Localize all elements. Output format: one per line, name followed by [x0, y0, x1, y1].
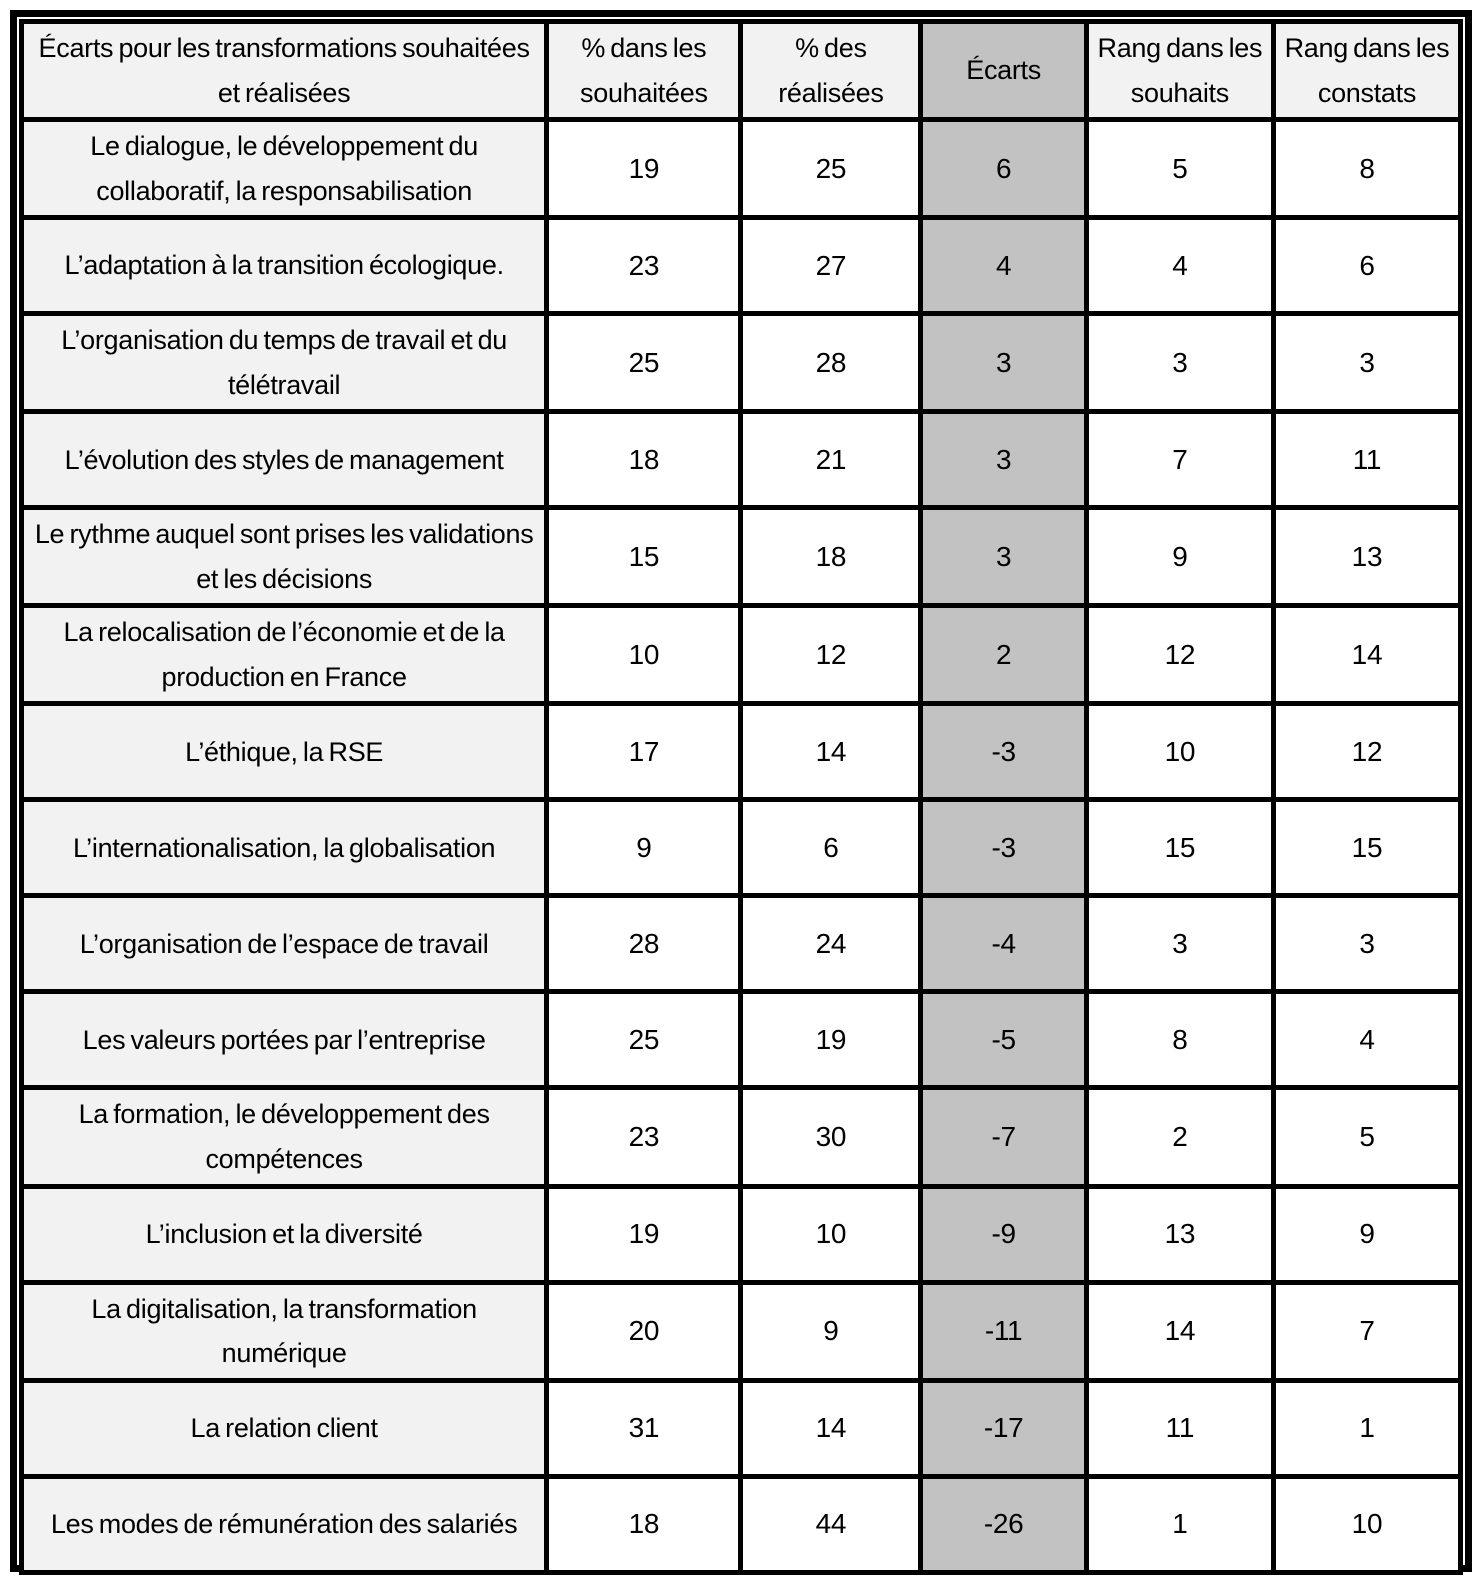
cell-value: -26: [921, 1476, 1086, 1572]
cell-value: 25: [741, 120, 921, 218]
cell-value: 7: [1273, 1282, 1460, 1380]
cell-value: 3: [1273, 314, 1460, 412]
row-label: L’évolution des styles de management: [22, 412, 547, 508]
row-label: Le dialogue, le développement du collaboratif, la responsabilisation: [22, 120, 547, 218]
row-label: L’organisation de l’espace de travail: [22, 896, 547, 992]
table-row: [22, 508, 1461, 606]
cell-value: 10: [1086, 704, 1273, 800]
cell-value: 25: [547, 314, 741, 412]
cell-value: 12: [741, 606, 921, 704]
table-row: [22, 1380, 1461, 1476]
table-row: [22, 412, 1461, 508]
transformations-table: [19, 19, 1463, 1575]
cell-value: -7: [921, 1088, 1086, 1186]
cell-value: 3: [1086, 896, 1273, 992]
cell-value: 8: [1086, 992, 1273, 1088]
cell-value: 19: [741, 992, 921, 1088]
cell-value: 27: [741, 218, 921, 314]
cell-value: -5: [921, 992, 1086, 1088]
cell-value: -17: [921, 1380, 1086, 1476]
row-label: L’inclusion et la diversité: [22, 1186, 547, 1282]
cell-value: 13: [1086, 1186, 1273, 1282]
row-label: La digitalisation, la transformation numérique: [22, 1282, 547, 1380]
table-row: [22, 800, 1461, 896]
cell-value: 10: [741, 1186, 921, 1282]
cell-value: 6: [1273, 218, 1460, 314]
table-row: [22, 704, 1461, 800]
cell-value: 28: [741, 314, 921, 412]
cell-value: 31: [547, 1380, 741, 1476]
cell-value: 15: [1086, 800, 1273, 896]
col-header-rang-constats: Rang dans les constats: [1273, 22, 1460, 120]
cell-value: 2: [1086, 1088, 1273, 1186]
cell-value: 15: [547, 508, 741, 606]
cell-value: 44: [741, 1476, 921, 1572]
col-header-pct-realisees: % des réalisées: [741, 22, 921, 120]
table-row: [22, 218, 1461, 314]
cell-value: 9: [1273, 1186, 1460, 1282]
cell-value: 1: [1086, 1476, 1273, 1572]
cell-value: 17: [547, 704, 741, 800]
row-label: La relocalisation de l’économie et de la production en France: [22, 606, 547, 704]
cell-value: 3: [921, 314, 1086, 412]
cell-value: 8: [1273, 120, 1460, 218]
row-label: Les modes de rémunération des salariés: [22, 1476, 547, 1572]
transformations-table-frame: [10, 10, 1472, 1572]
row-label: Les valeurs portées par l’entreprise: [22, 992, 547, 1088]
col-header-ecarts: Écarts: [921, 22, 1086, 120]
cell-value: 10: [1273, 1476, 1460, 1572]
cell-value: 5: [1273, 1088, 1460, 1186]
table-row: [22, 1476, 1461, 1572]
cell-value: 3: [1273, 896, 1460, 992]
table-body: [22, 120, 1461, 1573]
cell-value: 1: [1273, 1380, 1460, 1476]
row-label: L’adaptation à la transition écologique.: [22, 218, 547, 314]
cell-value: 5: [1086, 120, 1273, 218]
col-header-pct-souhaitees: % dans les souhaitées: [547, 22, 741, 120]
cell-value: 11: [1273, 412, 1460, 508]
cell-value: 11: [1086, 1380, 1273, 1476]
row-label: La formation, le développement des compétences: [22, 1088, 547, 1186]
row-label: L’éthique, la RSE: [22, 704, 547, 800]
cell-value: 9: [741, 1282, 921, 1380]
cell-value: 3: [921, 412, 1086, 508]
cell-value: 25: [547, 992, 741, 1088]
cell-value: 14: [1086, 1282, 1273, 1380]
table-row: [22, 992, 1461, 1088]
table-row: [22, 120, 1461, 218]
cell-value: 6: [741, 800, 921, 896]
cell-value: 2: [921, 606, 1086, 704]
cell-value: 4: [1273, 992, 1460, 1088]
cell-value: 4: [921, 218, 1086, 314]
cell-value: 14: [741, 704, 921, 800]
cell-value: 12: [1086, 606, 1273, 704]
cell-value: -3: [921, 704, 1086, 800]
table-row: [22, 1186, 1461, 1282]
col-header-transformations: Écarts pour les transformations souhaitées et réalisées: [22, 22, 547, 120]
row-label: La relation client: [22, 1380, 547, 1476]
col-header-rang-souhaits: Rang dans les souhaits: [1086, 22, 1273, 120]
cell-value: 18: [547, 412, 741, 508]
cell-value: 23: [547, 1088, 741, 1186]
cell-value: 19: [547, 1186, 741, 1282]
row-label: Le rythme auquel sont prises les validations et les décisions: [22, 508, 547, 606]
cell-value: -9: [921, 1186, 1086, 1282]
cell-value: 18: [547, 1476, 741, 1572]
cell-value: 9: [547, 800, 741, 896]
cell-value: -4: [921, 896, 1086, 992]
cell-value: 12: [1273, 704, 1460, 800]
cell-value: 28: [547, 896, 741, 992]
cell-value: 10: [547, 606, 741, 704]
header-row: [22, 22, 1461, 120]
cell-value: 24: [741, 896, 921, 992]
table-row: [22, 606, 1461, 704]
cell-value: -3: [921, 800, 1086, 896]
cell-value: 3: [921, 508, 1086, 606]
cell-value: 15: [1273, 800, 1460, 896]
row-label: L’internationalisation, la globalisation: [22, 800, 547, 896]
table-row: [22, 896, 1461, 992]
cell-value: 4: [1086, 218, 1273, 314]
cell-value: 6: [921, 120, 1086, 218]
cell-value: 3: [1086, 314, 1273, 412]
cell-value: 13: [1273, 508, 1460, 606]
table-row: [22, 314, 1461, 412]
table-row: [22, 1282, 1461, 1380]
cell-value: 23: [547, 218, 741, 314]
cell-value: -11: [921, 1282, 1086, 1380]
cell-value: 14: [1273, 606, 1460, 704]
cell-value: 9: [1086, 508, 1273, 606]
cell-value: 30: [741, 1088, 921, 1186]
cell-value: 21: [741, 412, 921, 508]
row-label: L’organisation du temps de travail et du télétravail: [22, 314, 547, 412]
cell-value: 19: [547, 120, 741, 218]
cell-value: 20: [547, 1282, 741, 1380]
cell-value: 14: [741, 1380, 921, 1476]
table-row: [22, 1088, 1461, 1186]
cell-value: 18: [741, 508, 921, 606]
cell-value: 7: [1086, 412, 1273, 508]
